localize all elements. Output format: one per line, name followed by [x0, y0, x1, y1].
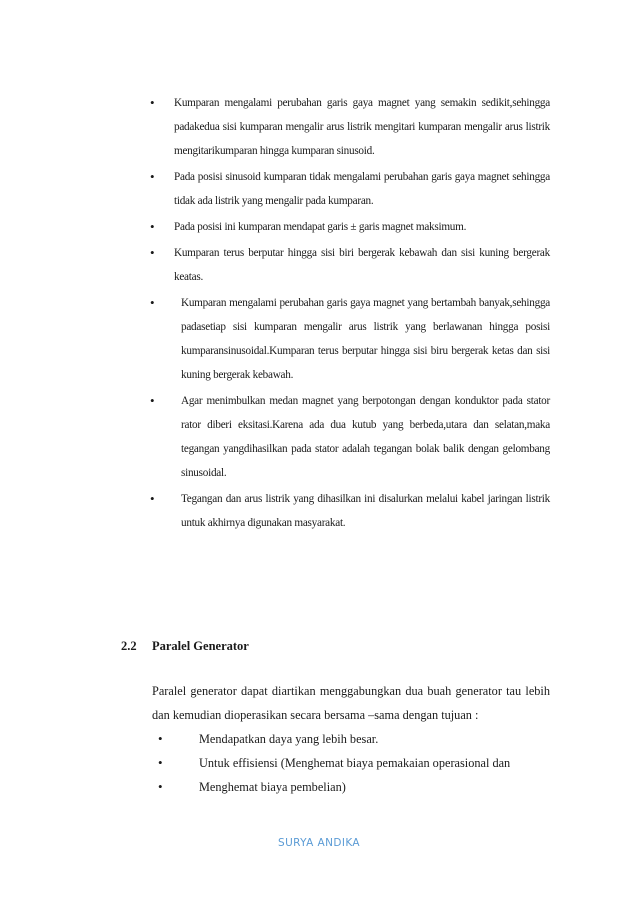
list-item-text: Pada posisi sinusoid kumparan tidak mengalami perubahan garis gaya magnet sehingga tidak ada listrik yang mengalir pada kumparan. [174, 171, 550, 207]
bullet-icon: • [150, 95, 155, 110]
section-heading [121, 636, 249, 656]
list-item [152, 727, 550, 751]
section-number: 2.2 [121, 639, 137, 653]
bullet-icon: • [150, 295, 155, 310]
bullet-icon: • [150, 393, 155, 408]
bullet-list-generator-process [150, 91, 550, 537]
bullet-icon: • [158, 755, 163, 770]
bullet-icon: • [150, 169, 155, 184]
list-item-text: Mendapatkan daya yang lebih besar. [199, 732, 379, 746]
list-item-text: Pada posisi ini kumparan mendapat garis ± garis magnet maksimum. [174, 221, 467, 233]
list-item-text: Untuk effisiensi (Menghemat biaya pemakaian operasional dan [199, 756, 511, 770]
list-item-text: Kumparan mengalami perubahan garis gaya magnet yang semakin sedikit,sehingga padakedua sisi kumparan mengalir arus listrik mengitari kumparan mengalir arus listrik mengitarikumparan hingga kumparan sinusoid. [174, 97, 550, 157]
list-item [150, 91, 550, 163]
section-title: Paralel Generator [152, 639, 249, 653]
bullet-icon: • [158, 779, 163, 794]
list-item [152, 775, 550, 799]
bullet-icon: • [150, 219, 155, 234]
list-item-text: Kumparan terus berputar hingga sisi biri bergerak kebawah dan sisi kuning bergerak keatas. [174, 247, 550, 283]
body-paragraph: Paralel generator dapat diartikan menggabungkan dua buah generator tau lebih dan kemudian dioperasikan secara bersama –sama dengan tujuan : [152, 684, 550, 722]
bullet-list-purposes [152, 727, 550, 799]
list-item-text: Menghemat biaya pembelian) [199, 780, 346, 794]
page-footer: SURYA ANDIKA [278, 837, 360, 849]
list-item [150, 389, 550, 485]
list-item-text: Tegangan dan arus listrik yang dihasilkan ini disalurkan melalui kabel jaringan listrik untuk akhirnya digunakan masyarakat. [181, 493, 550, 529]
list-item [150, 215, 550, 239]
bullet-icon: • [158, 731, 163, 746]
list-item [150, 241, 550, 289]
list-item-text: Agar menimbulkan medan magnet yang berpotongan dengan konduktor pada stator rator diberi eksitasi.Karena ada dua kutub yang berbeda,utara dan selatan,maka tegangan yangdihasilkan pada stator adalah tegangan bolak balik dengan gelombang sinusoidal. [181, 395, 550, 479]
bullet-icon: • [150, 245, 155, 260]
list-item [152, 751, 550, 775]
list-item-text: Kumparan mengalami perubahan garis gaya magnet yang bertambah banyak,sehingga padasetiap sisi kumparan mengalir arus listrik yang berlawanan hingga posisi kumparansinusoidal.Kumparan terus berputar hingga sisi biru bergerak ketas dan sisi kuning bergerak kebawah. [181, 297, 550, 381]
list-item [150, 165, 550, 213]
bullet-icon: • [150, 491, 155, 506]
list-item [150, 291, 550, 387]
list-item [150, 487, 550, 535]
